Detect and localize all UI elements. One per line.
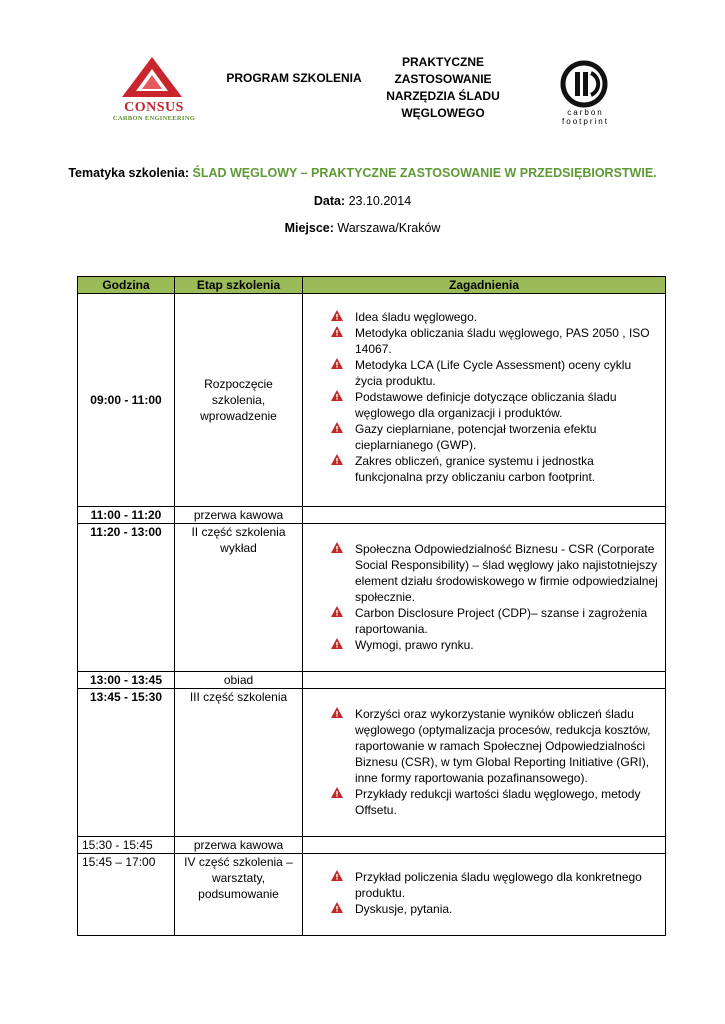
list-item [331, 309, 661, 325]
topic-text: Dyskusje, pytania. [355, 902, 453, 916]
course-title-line: PRAKTYCZNE [401, 55, 484, 69]
topic-list [307, 309, 661, 485]
time-cell: 11:20 - 13:00 [78, 524, 175, 672]
topic-text: Carbon Disclosure Project (CDP)– szanse i zagrożenia raportowania. [355, 606, 648, 636]
topic-text: Gazy cieplarniane, potencjał tworzenia efektu cieplarnianego (GWP). [355, 422, 597, 452]
list-item [331, 421, 661, 453]
list-item [331, 706, 661, 786]
table-row [78, 294, 666, 507]
stage-cell: obiad [175, 672, 303, 689]
place-line [0, 221, 725, 235]
warning-triangle-icon [331, 542, 343, 553]
topic-label: Tematyka szkolenia: [68, 166, 189, 180]
topic-text: Idea śladu węglowego. [355, 310, 478, 324]
consus-logo-subtitle: CARBON ENGINEERING [112, 115, 196, 122]
topic-text: Podstawowe definicje dotyczące obliczania śladu węglowego dla organizacji i produktów. [355, 390, 617, 420]
topic-text: Przykład policzenia śladu węglowego dla konkretnego produktu. [355, 870, 642, 900]
warning-triangle-icon [331, 358, 343, 369]
topics-cell [303, 294, 666, 507]
topics-cell [303, 524, 666, 672]
warning-triangle-icon [331, 638, 343, 649]
topic-text: Korzyści oraz wykorzystanie wyników obliczeń śladu węglowego (optymalizacja procesów, redukcja kosztów, raportowanie w ramach Społecznej Odpowiedzialności Biznesu (CSR), w tym Global Reporting Initiative (GRI), inne formy raportowania pozafinansowego). [355, 707, 651, 785]
table-row [78, 507, 666, 524]
course-title [378, 54, 508, 122]
topic-list [307, 869, 661, 917]
list-item [331, 357, 661, 389]
schedule-table [77, 276, 666, 936]
topic-text: Wymogi, prawo rynku. [355, 638, 474, 652]
list-item [331, 786, 661, 818]
list-item [331, 389, 661, 421]
course-title-line: NARZĘDZIA ŚLADU [386, 89, 500, 103]
warning-triangle-icon [331, 454, 343, 465]
column-header-topics: Zagadnienia [303, 277, 666, 294]
warning-triangle-icon [331, 870, 343, 881]
topic-value: ŚLAD WĘGLOWY – PRAKTYCZNE ZASTOSOWANIE W PRZEDSIĘBIORSTWIE. [192, 166, 657, 180]
warning-triangle-icon [331, 902, 343, 913]
date-value: 23.10.2014 [348, 194, 412, 208]
warning-triangle-icon [331, 390, 343, 401]
table-header-row [78, 277, 666, 294]
cf-line1: carbon [567, 108, 604, 117]
topic-text: Społeczna Odpowiedzialność Biznesu - CSR (Corporate Social Responsibility) – ślad węglowy jako najistotniejszy element działu środowiskowego w firmie odpowiedzialnej społecznie. [355, 542, 658, 604]
warning-triangle-icon [331, 422, 343, 433]
topic-text: Metodyka LCA (Life Cycle Assessment) oceny cyklu życia produktu. [355, 358, 632, 388]
topic-text: Metodyka obliczania śladu węglowego, PAS 2050 , ISO 14067. [355, 326, 650, 356]
list-item [331, 453, 661, 485]
cf-line2: footprint [562, 117, 609, 126]
stage-cell: II część szkolenia wykład [175, 524, 303, 672]
carbon-footprint-logo-icon [560, 60, 608, 108]
consus-logo-name: CONSUS [124, 100, 184, 115]
column-header-stage: Etap szkolenia [175, 277, 303, 294]
time-cell: 13:00 - 13:45 [78, 672, 175, 689]
warning-triangle-icon [331, 787, 343, 798]
topics-cell [303, 689, 666, 837]
stage-cell: przerwa kawowa [175, 837, 303, 854]
stage-cell: przerwa kawowa [175, 507, 303, 524]
list-item [331, 325, 661, 357]
topic-line [0, 166, 725, 180]
topic-list [307, 541, 661, 653]
list-item [331, 901, 661, 917]
program-label: PROGRAM SZKOLENIA [226, 71, 362, 85]
topic-text: Przykłady redukcji wartości śladu węglowego, metody Offsetu. [355, 787, 641, 817]
topics-cell [303, 672, 666, 689]
course-title-line: ZASTOSOWANIE [394, 72, 492, 86]
date-label: Data: [313, 194, 346, 208]
carbon-footprint-logo-text [548, 108, 623, 126]
table-row [78, 672, 666, 689]
list-item [331, 637, 661, 653]
time-cell: 13:45 - 15:30 [78, 689, 175, 837]
stage-cell: IV część szkolenia – warsztaty, podsumowanie [175, 854, 303, 936]
place-value: Warszawa/Kraków [337, 221, 441, 235]
time-cell: 15:45 – 17:00 [78, 854, 175, 936]
stage-cell: Rozpoczęcie szkolenia, wprowadzenie [175, 294, 303, 507]
topics-cell [303, 507, 666, 524]
topic-list [307, 706, 661, 818]
course-title-line: WĘGLOWEGO [401, 106, 485, 120]
time-cell: 15:30 - 15:45 [78, 837, 175, 854]
place-label: Miejsce: [284, 221, 334, 235]
warning-triangle-icon [331, 310, 343, 321]
stage-cell: III część szkolenia [175, 689, 303, 837]
topic-text: Zakres obliczeń, granice systemu i jednostka funkcjonalna przy obliczaniu carbon footprint. [355, 454, 596, 484]
table-row [78, 689, 666, 837]
column-header-time: Godzina [78, 277, 175, 294]
topics-cell [303, 854, 666, 936]
list-item [331, 869, 661, 901]
list-item [331, 541, 661, 605]
time-cell: 11:00 - 11:20 [78, 507, 175, 524]
warning-triangle-icon [331, 707, 343, 718]
list-item [331, 605, 661, 637]
table-row [78, 524, 666, 672]
time-cell: 09:00 - 11:00 [78, 294, 175, 507]
table-row [78, 837, 666, 854]
topics-cell [303, 837, 666, 854]
warning-triangle-icon [331, 606, 343, 617]
warning-triangle-icon [331, 326, 343, 337]
date-line [0, 194, 725, 208]
table-row [78, 854, 666, 936]
